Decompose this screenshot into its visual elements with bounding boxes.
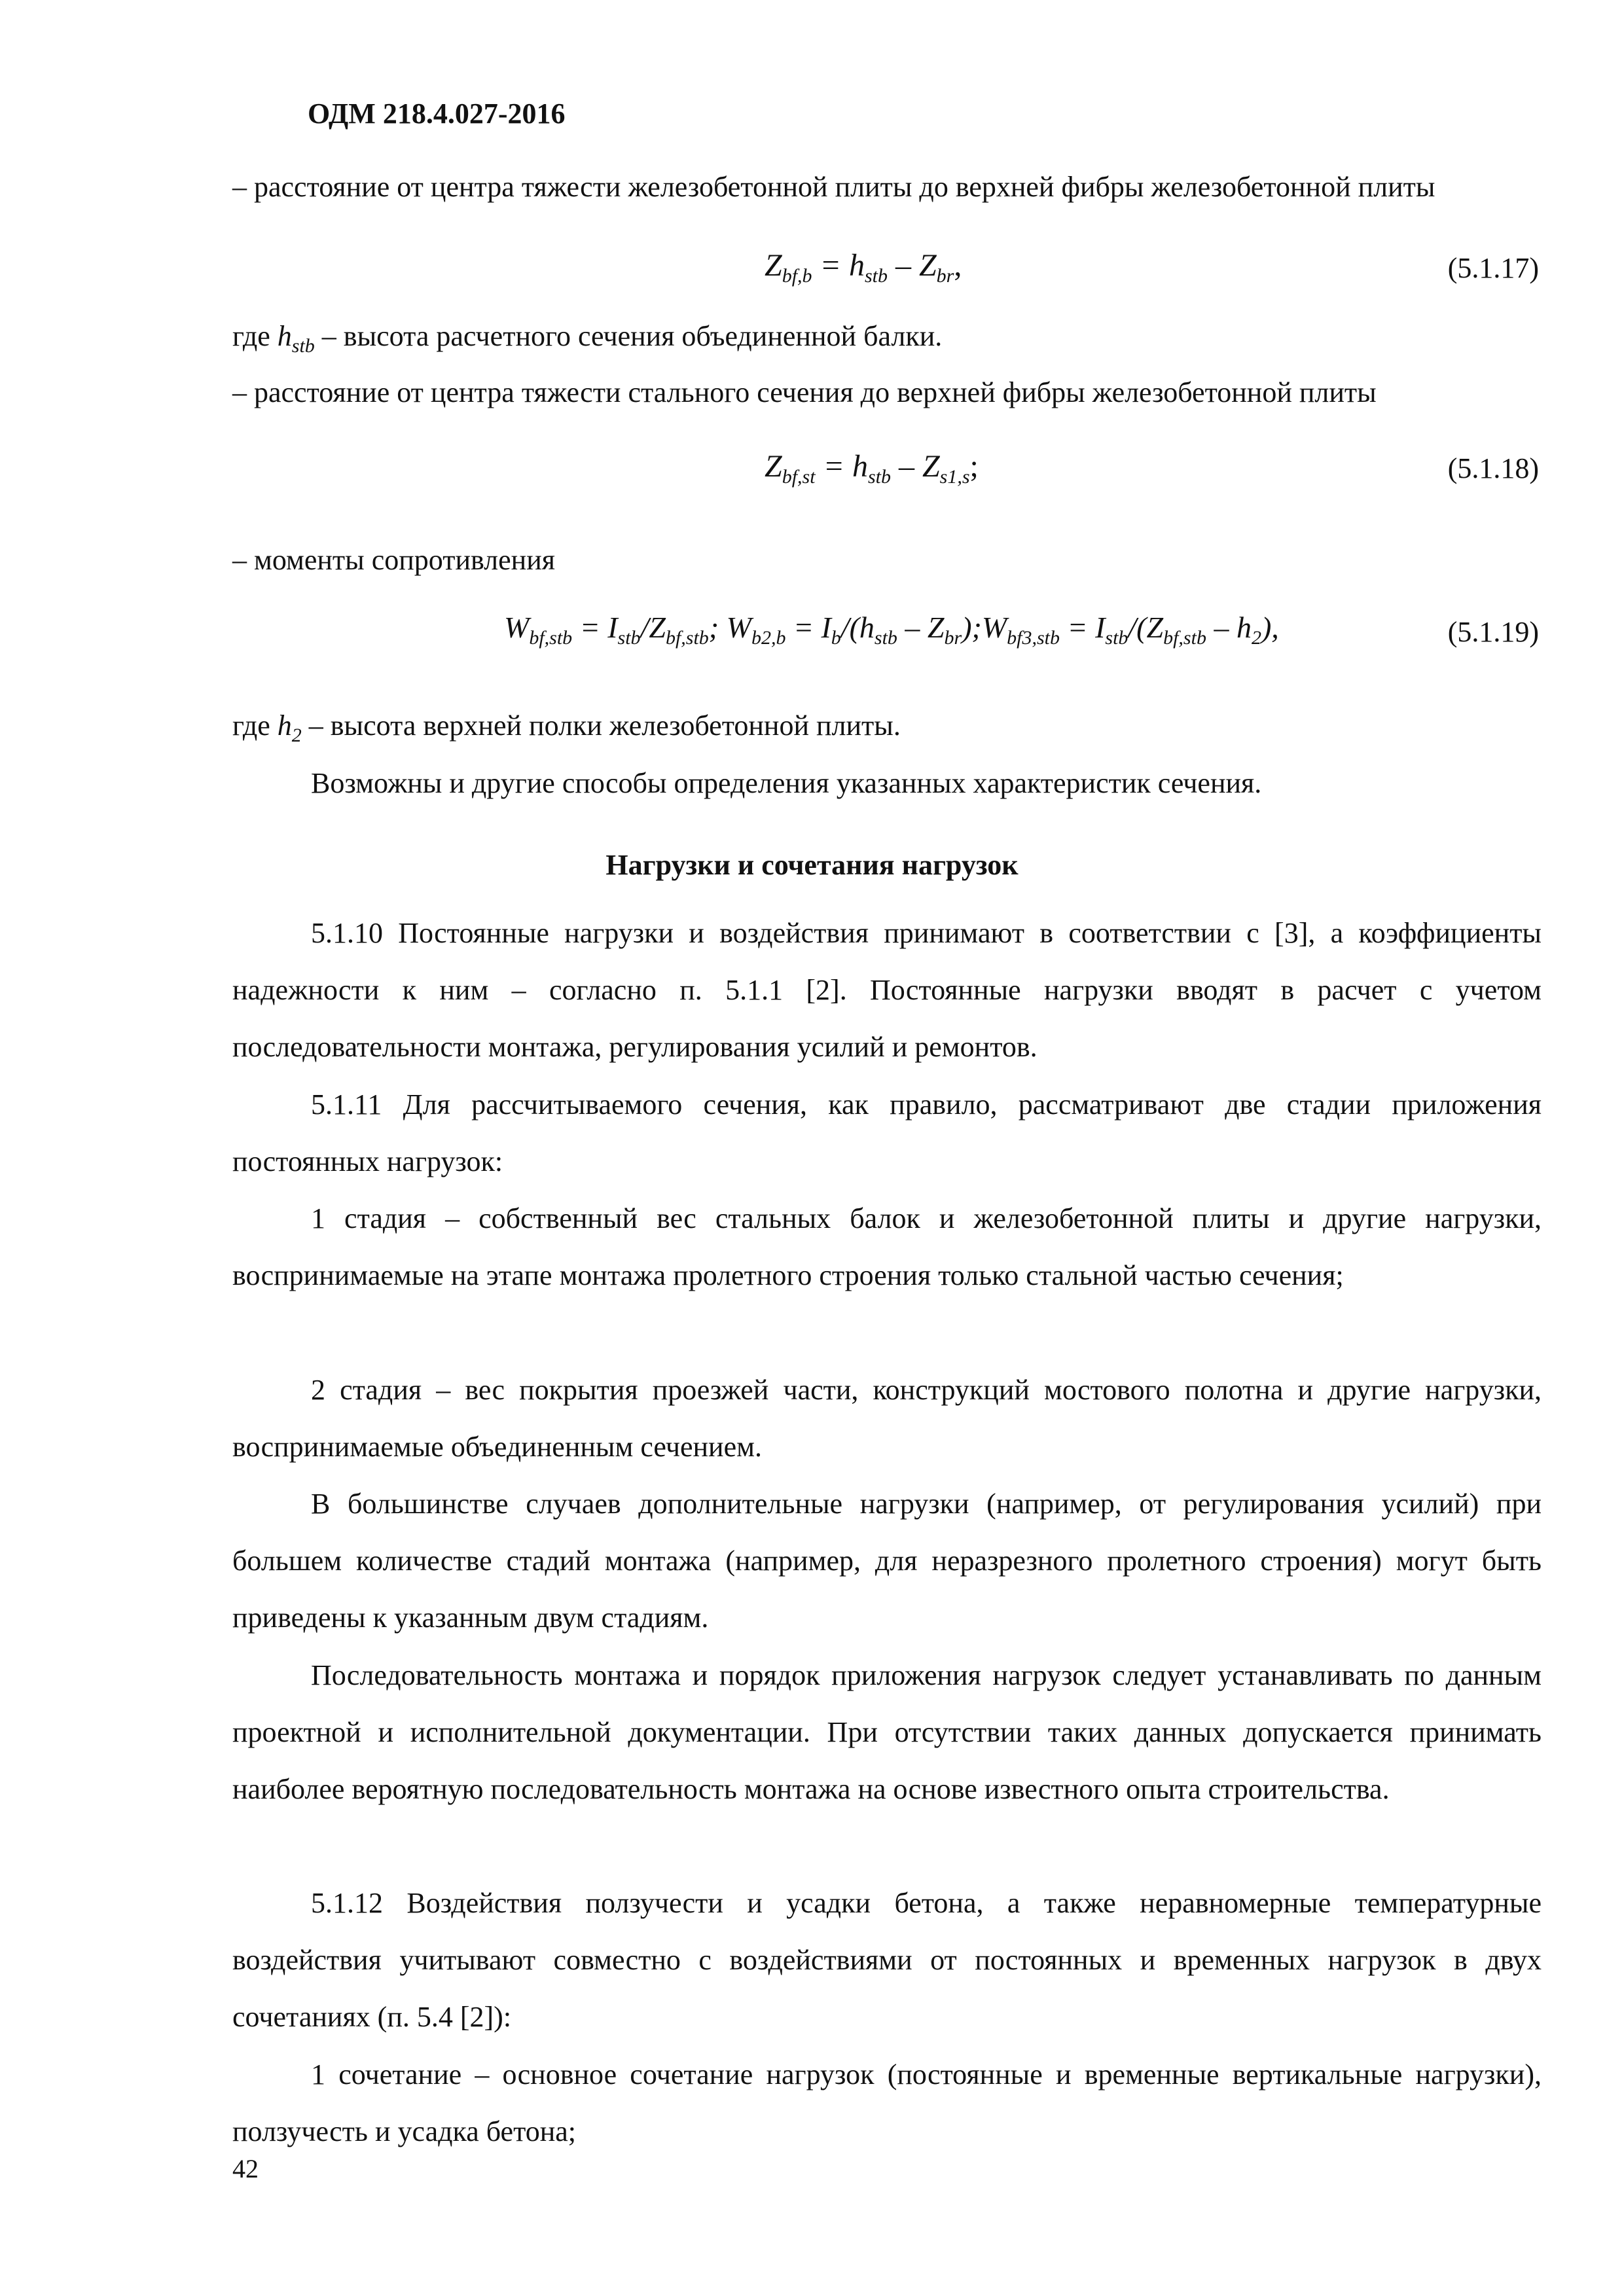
eq-subscript: bf,stb: [665, 627, 709, 649]
eq-term: = h: [820, 248, 865, 283]
eq-term: = I: [572, 611, 618, 644]
eq-term: );W: [962, 611, 1007, 644]
eq-subscript: stb: [617, 627, 641, 649]
paragraph-steel-distance: – расстояние от центра тяжести стального сечения до верхней фибры железобетонной плиты: [232, 376, 1377, 408]
page-number: 42: [232, 2154, 259, 2183]
definition-text: – высота расчетного сечения объединенной балки.: [314, 320, 943, 352]
section-heading: Нагрузки и сочетания нагрузок: [605, 849, 1019, 881]
eq-term: – Z: [897, 611, 945, 644]
eq-subscript: s1,s: [939, 466, 970, 488]
eq-term: ,: [954, 248, 962, 283]
eq-term: – h: [1206, 611, 1252, 644]
equation-number: (5.1.19): [1447, 616, 1539, 648]
paragraph-5-1-12: 5.1.12 Воздействия ползучести и усадки бетона, а также неравномерные температурные воздействия учитывают совместно с воздействиями от постоянных и временных нагрузок в двух сочетаниях (п. 5.4 [2]):: [232, 1887, 1542, 2033]
text-prefix: где: [232, 320, 278, 352]
eq-subscript: bf3,stb: [1007, 627, 1060, 649]
eq-subscript: br: [936, 265, 954, 287]
variable-subscript: 2: [291, 725, 302, 746]
document-code-header: ОДМ 218.4.027-2016: [308, 98, 566, 130]
eq-term: Z: [765, 449, 782, 484]
eq-subscript: stb: [874, 627, 897, 649]
eq-term: – Z: [887, 248, 937, 283]
eq-subscript: stb: [1105, 627, 1128, 649]
eq-term: = h: [823, 449, 868, 484]
paragraph-combination-1: 1 сочетание – основное сочетание нагрузок (постоянные и временные вертикальные нагрузки), ползучесть и усадка бетона;: [232, 2058, 1542, 2147]
eq-term: ;: [969, 449, 979, 484]
eq-subscript: bf,stb: [529, 627, 573, 649]
paragraph-5-1-11: 5.1.11 Для рассчитываемого сечения, как правило, рассматривают две стадии приложения постоянных нагрузок:: [232, 1088, 1542, 1177]
equation-number: (5.1.18): [1447, 452, 1539, 484]
eq-term: ; W: [708, 611, 751, 644]
eq-term: Z: [765, 248, 782, 283]
eq-term: /Z: [640, 611, 666, 644]
eq-term: = I: [785, 611, 831, 644]
eq-subscript: b: [831, 627, 841, 649]
eq-term: W: [504, 611, 530, 644]
paragraph-mounting-sequence: Последовательность монтажа и порядок приложения нагрузок следует устанавливать по данным проектной и исполнительной документации. При отсутствии таких данных допускается принимать наиболее вероятную последовательность монтажа на основе известного опыта строительства.: [232, 1659, 1542, 1805]
eq-term: /(Z: [1128, 611, 1164, 644]
paragraph-other-methods: Возможны и другие способы определения указанных характеристик сечения.: [311, 767, 1262, 799]
paragraph-additional-loads: В большинстве случаев дополнительные нагрузки (например, от регулирования усилий) при большем количестве стадий монтажа (например, для неразрезного пролетного строения) могут быть приведены к указанным двум стадиям.: [232, 1488, 1542, 1634]
equation-5-1-19: [504, 610, 1279, 649]
eq-term: – Z: [890, 449, 940, 484]
eq-subscript: stb: [867, 466, 891, 488]
equation-5-1-18: [765, 448, 979, 488]
equation-5-1-17: [765, 247, 962, 287]
paragraph-5-1-10: 5.1.10 Постоянные нагрузки и воздействия принимают в соответствии с [3], а коэффициенты надежности к ним – согласно п. 5.1.1 [2]. Постоянные нагрузки вводят в расчет с учетом последовательности монтажа, регулирования усилий и ремонтов.: [232, 917, 1542, 1063]
definition-text: – высота верхней полки железобетонной плиты.: [301, 709, 901, 742]
eq-term: ),: [1261, 611, 1279, 644]
eq-subscript: bf,st: [782, 466, 816, 488]
eq-subscript: 2: [1251, 627, 1261, 649]
paragraph-h2-definition: [232, 697, 1542, 764]
paragraph-moments: – моменты сопротивления: [232, 544, 556, 576]
eq-subscript: stb: [864, 265, 888, 287]
eq-subscript: bf,b: [782, 265, 812, 287]
paragraph-stage-2: 2 стадия – вес покрытия проезжей части, конструкций мостового полотна и другие нагрузки, воспринимаемые объединенным сечением.: [232, 1374, 1542, 1463]
paragraph-plate-distance: – расстояние от центра тяжести железобетонной плиты до верхней фибры железобетонной плиты: [232, 171, 1435, 203]
paragraph-stage-1: 1 стадия – собственный вес стальных балок и железобетонной плиты и другие нагрузки, воспринимаемые на этапе монтажа пролетного строения только стальной частью сечения;: [232, 1202, 1542, 1291]
eq-subscript: b2,b: [751, 627, 786, 649]
eq-term: = I: [1060, 611, 1106, 644]
eq-subscript: br: [944, 627, 962, 649]
eq-subscript: bf,stb: [1163, 627, 1206, 649]
variable-subscript: stb: [291, 335, 315, 357]
eq-term: /(h: [840, 611, 875, 644]
variable-h: h: [277, 709, 292, 742]
text-prefix: где: [232, 709, 278, 742]
variable-h: h: [277, 320, 292, 352]
equation-number: (5.1.17): [1447, 252, 1539, 284]
